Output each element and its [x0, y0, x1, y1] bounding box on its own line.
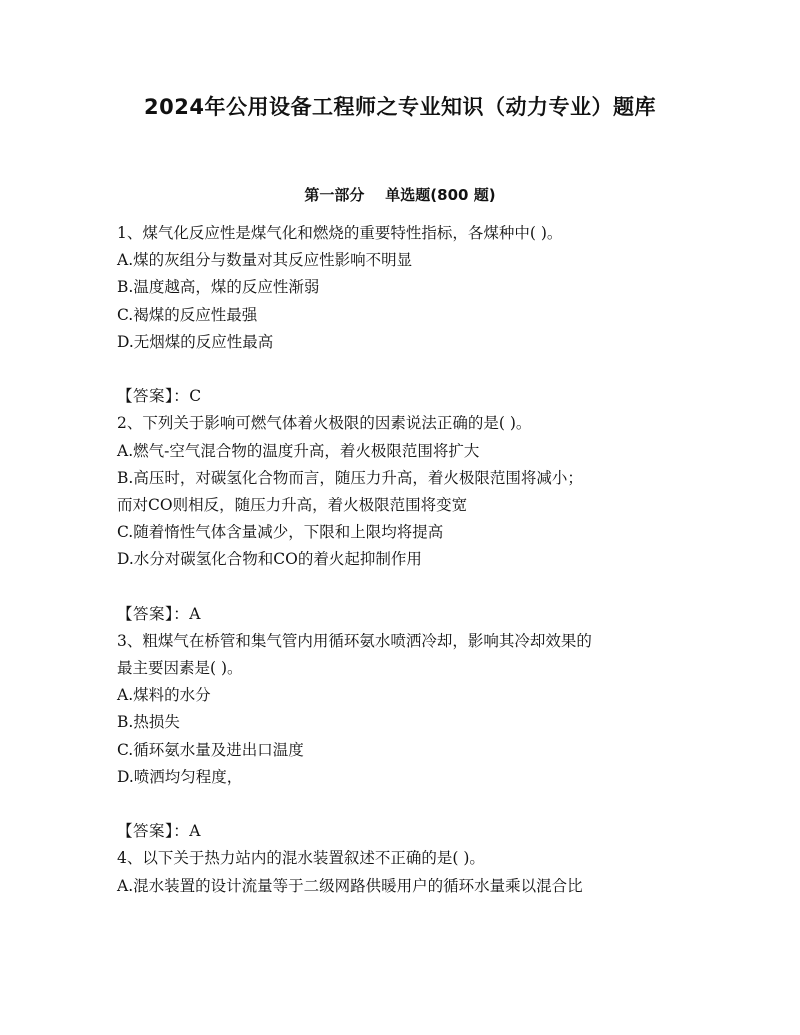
- option-b: B.高压时，对碳氢化合物而言，随压力升高，着火极限范围将减小；: [117, 468, 583, 487]
- spacer: [117, 356, 677, 383]
- option-c: C.随着惰性气体含量减少，下限和上限均将提高: [117, 523, 444, 542]
- option-c: C.褐煤的反应性最强: [117, 305, 258, 324]
- answer-value: A: [189, 822, 201, 841]
- question-stem: 3、粗煤气在桥管和集气管内用循环氨水喷洒冷却，影响其冷却效果的: [117, 631, 592, 650]
- option-d: D.喷洒均匀程度，: [117, 767, 243, 786]
- option-a: A.燃气-空气混合物的温度升高，着火极限范围将扩大: [117, 441, 480, 460]
- question-list: [117, 220, 677, 900]
- answer-label: 【答案】：: [117, 387, 190, 406]
- spacer: [117, 791, 677, 818]
- answer-value: C: [189, 387, 202, 406]
- question-stem-continued: 最主要因素是( )。: [117, 659, 243, 677]
- answer-2: [117, 601, 677, 628]
- option-c: C.循环氨水量及进出口温度: [117, 740, 304, 759]
- answer-label: 【答案】：: [117, 822, 190, 841]
- spacer: [117, 573, 677, 600]
- question-stem: 2、下列关于影响可燃气体着火极限的因素说法正确的是( )。: [117, 414, 532, 433]
- section-title: 第一部分 单选题(800 题): [304, 186, 496, 204]
- answer-value: A: [189, 604, 201, 623]
- option-d: D.无烟煤的反应性最高: [117, 332, 274, 351]
- question-3: [117, 628, 677, 791]
- answer-label: 【答案】：: [117, 604, 190, 623]
- question-1: [117, 220, 677, 356]
- option-a: A.混水装置的设计流量等于二级网路供暖用户的循环水量乘以混合比: [117, 876, 583, 895]
- answer-3: [117, 818, 677, 845]
- option-d: D.水分对碳氢化合物和CO的着火起抑制作用: [117, 550, 422, 569]
- question-stem: 1、煤气化反应性是煤气化和燃烧的重要特性指标，各煤种中( )。: [117, 224, 563, 242]
- option-b: B.热损失: [117, 713, 180, 732]
- question-stem: 4、以下关于热力站内的混水装置叙述不正确的是( )。: [117, 849, 485, 868]
- document-title: 2024年公用设备工程师之专业知识（动力专业）题库: [144, 95, 656, 119]
- option-b: B.温度越高，煤的反应性渐弱: [117, 278, 320, 297]
- option-a: A.煤料的水分: [117, 686, 211, 705]
- question-4: [117, 845, 677, 899]
- option-b-continued: 而对CO则相反，随压力升高，着火极限范围将变宽: [117, 495, 468, 514]
- option-a: A.煤的灰组分与数量对其反应性影响不明显: [117, 251, 413, 270]
- answer-1: [117, 383, 677, 410]
- question-2: [117, 410, 677, 573]
